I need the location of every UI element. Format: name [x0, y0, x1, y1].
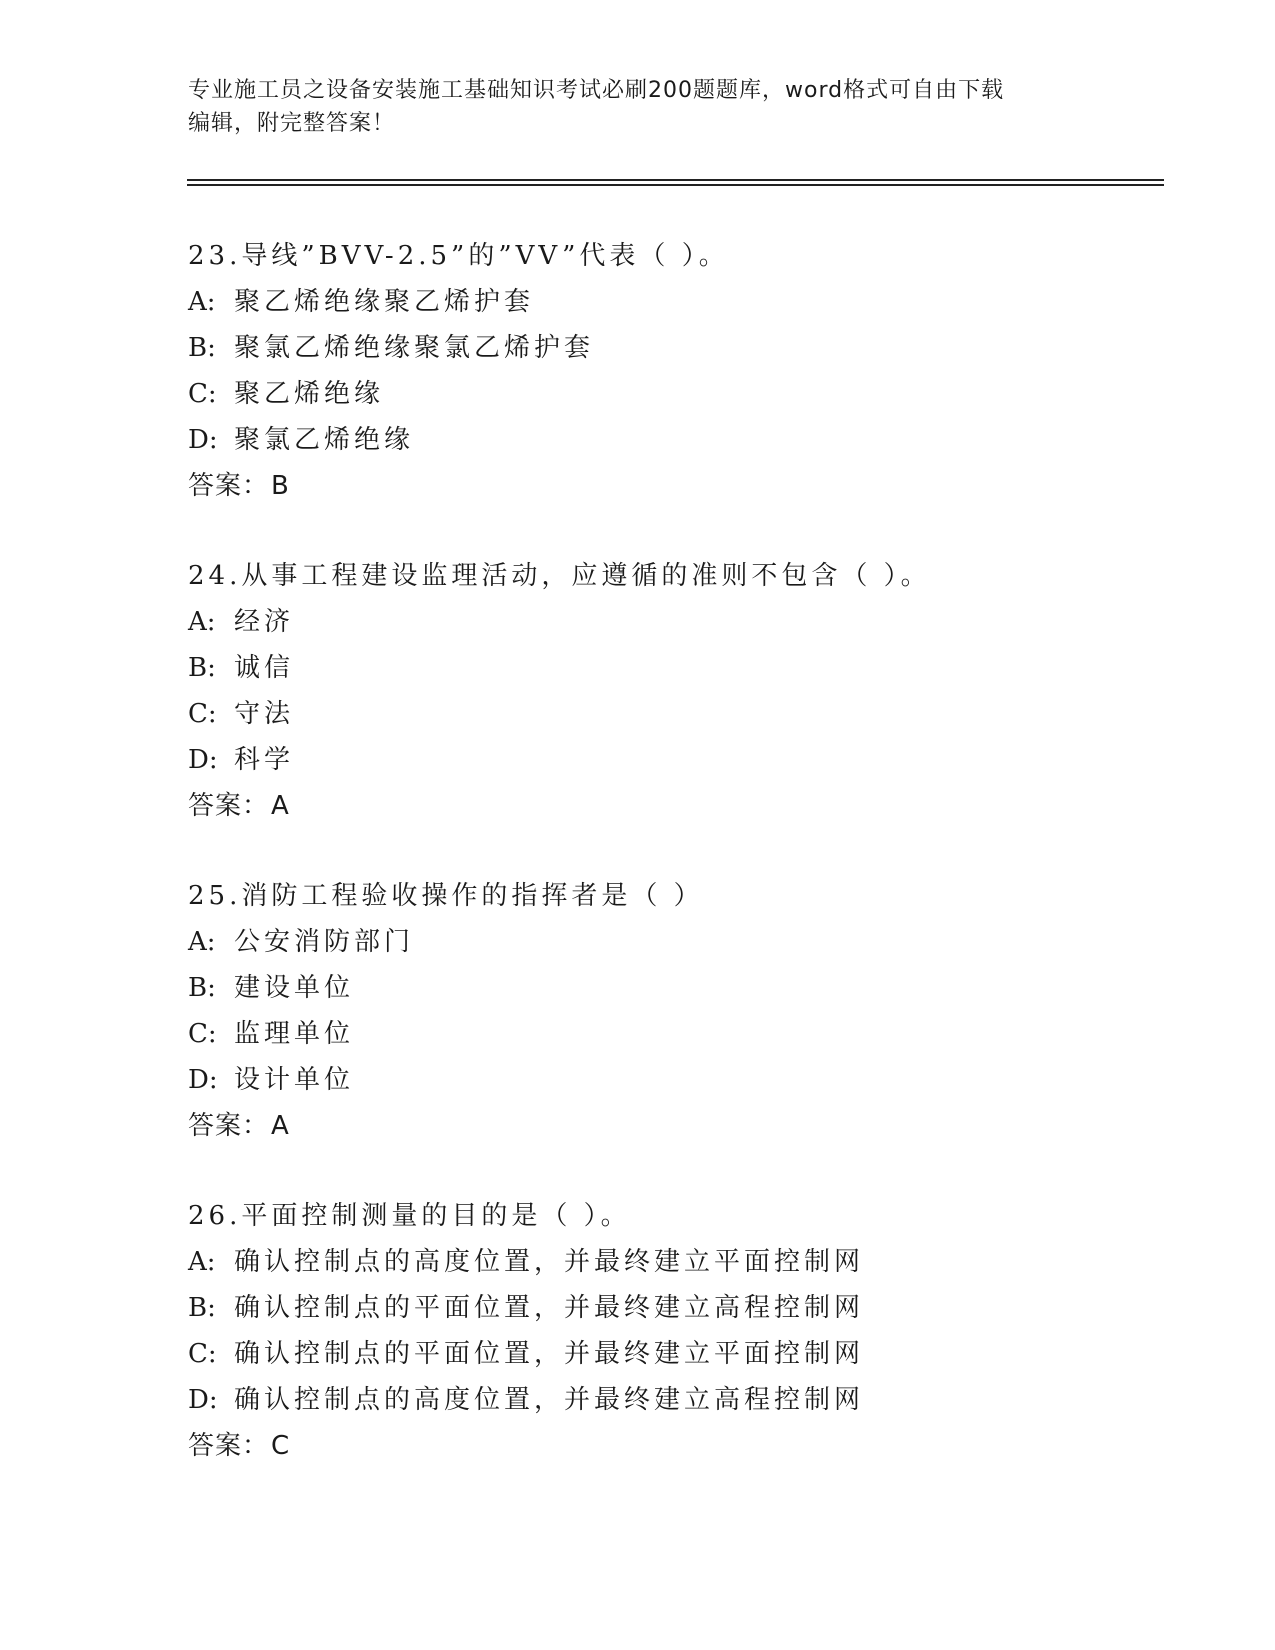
option-letter: C: — [188, 379, 217, 409]
option-b — [188, 328, 594, 368]
option-letter: A: — [188, 607, 216, 637]
option-text: 设计单位 — [234, 1065, 355, 1095]
answer-value: A — [271, 791, 290, 821]
option-text: 科学 — [234, 745, 295, 775]
option-c — [188, 1014, 354, 1054]
option-text: 确认控制点的高度位置，并最终建立平面控制网 — [234, 1247, 865, 1277]
answer-line — [188, 1106, 290, 1146]
option-text: 确认控制点的平面位置，并最终建立平面控制网 — [234, 1339, 865, 1369]
question-23 — [188, 236, 1148, 556]
option-letter: B: — [188, 653, 216, 683]
option-b — [188, 1288, 864, 1328]
option-letter: B: — [188, 1293, 216, 1323]
option-text: 聚乙烯绝缘聚乙烯护套 — [234, 287, 535, 317]
option-d — [188, 1060, 354, 1100]
option-a — [188, 922, 414, 962]
answer-line — [188, 786, 290, 826]
answer-value: B — [271, 471, 290, 501]
option-c — [188, 694, 294, 734]
option-letter: D: — [188, 1385, 218, 1415]
answer-label: 答案： — [188, 1111, 270, 1141]
option-text: 建设单位 — [234, 973, 355, 1003]
option-letter: D: — [188, 745, 218, 775]
option-text: 聚氯乙烯绝缘聚氯乙烯护套 — [234, 333, 595, 363]
option-letter: A: — [188, 927, 216, 957]
option-letter: A: — [188, 1247, 216, 1277]
header-title-line-2: 编辑，附完整答案！ — [188, 111, 396, 136]
option-a — [188, 282, 534, 322]
option-a — [188, 602, 294, 642]
option-c — [188, 374, 384, 414]
question-24 — [188, 556, 1148, 876]
answer-line — [188, 466, 290, 506]
question-stem: 23.导线”BVV-2.5”的”VV”代表（ ）。 — [188, 241, 729, 271]
header-title-line-1: 专业施工员之设备安装施工基础知识考试必刷200题题库，word格式可自由下载 — [188, 78, 1005, 103]
option-d — [188, 420, 414, 460]
option-b — [188, 968, 354, 1008]
option-text: 监理单位 — [234, 1019, 355, 1049]
option-d — [188, 1380, 864, 1420]
option-text: 聚氯乙烯绝缘 — [234, 425, 415, 455]
question-26 — [188, 1196, 1148, 1516]
option-c — [188, 1334, 864, 1374]
answer-value: A — [271, 1111, 290, 1141]
option-text: 诚信 — [234, 653, 295, 683]
question-25 — [188, 876, 1148, 1196]
answer-line — [188, 1426, 290, 1466]
option-letter: B: — [188, 973, 216, 1003]
option-letter: D: — [188, 1065, 218, 1095]
question-stem: 24.从事工程建设监理活动，应遵循的准则不包含（ ）。 — [188, 561, 931, 591]
option-text: 确认控制点的高度位置，并最终建立高程控制网 — [234, 1385, 865, 1415]
option-letter: C: — [188, 699, 217, 729]
option-letter: C: — [188, 1019, 217, 1049]
option-letter: D: — [188, 425, 218, 455]
answer-label: 答案： — [188, 471, 270, 501]
header-divider-top — [187, 179, 1164, 181]
option-text: 聚乙烯绝缘 — [234, 379, 385, 409]
answer-value: C — [271, 1431, 291, 1461]
question-stem: 26.平面控制测量的目的是（ ）。 — [188, 1201, 631, 1231]
header-divider-bottom — [187, 184, 1164, 186]
answer-label: 答案： — [188, 1431, 270, 1461]
option-b — [188, 648, 294, 688]
option-letter: C: — [188, 1339, 217, 1369]
option-a — [188, 1242, 864, 1282]
option-letter: B: — [188, 333, 216, 363]
option-text: 公安消防部门 — [234, 927, 415, 957]
question-stem: 25.消防工程验收操作的指挥者是（ ） — [188, 881, 704, 911]
question-list — [188, 236, 1148, 1516]
option-d — [188, 740, 294, 780]
option-text: 确认控制点的平面位置，并最终建立高程控制网 — [234, 1293, 865, 1323]
option-text: 经济 — [234, 607, 295, 637]
answer-label: 答案： — [188, 791, 270, 821]
option-text: 守法 — [234, 699, 295, 729]
option-letter: A: — [188, 287, 216, 317]
document-header — [188, 74, 1068, 140]
